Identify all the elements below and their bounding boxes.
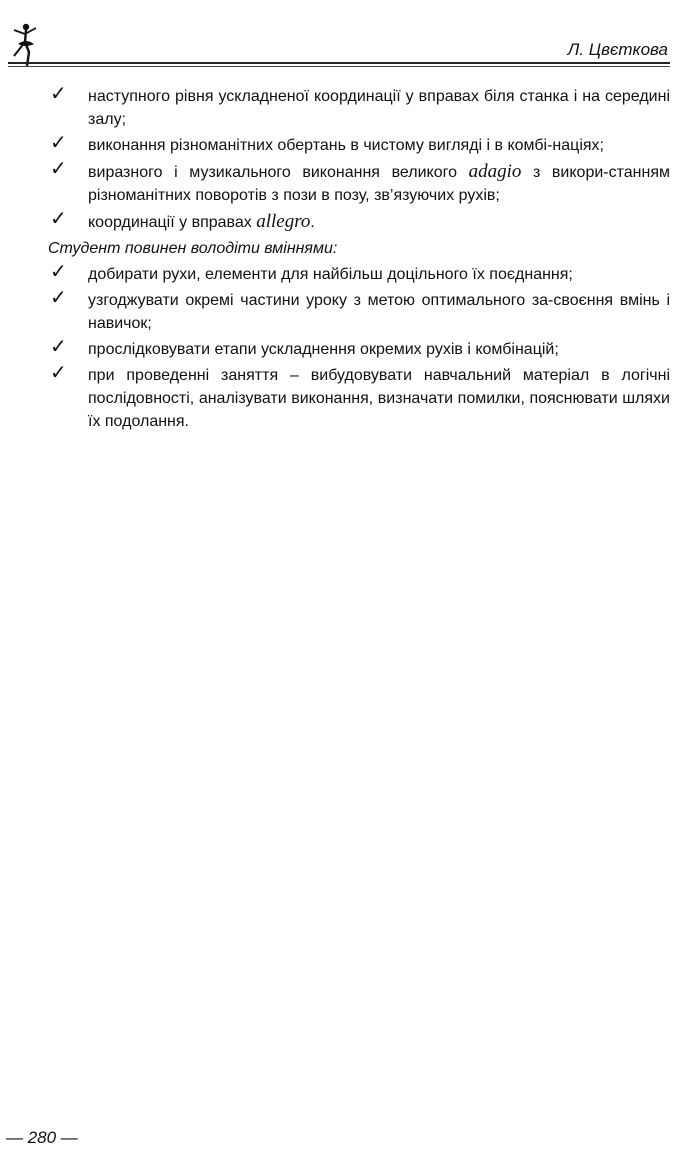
list-item-text: наступного рівня ускладненої координації у вправах біля станка і на середині залу; xyxy=(88,88,670,128)
list-item-text: виконання різноманітних обертань в чистому вигляді і в комбі-націях; xyxy=(88,137,604,154)
checkmark-icon: ✓ xyxy=(50,158,67,180)
checkmark-icon: ✓ xyxy=(50,287,67,309)
list-item-text: узгоджувати окремі частини уроку з метою оптимального за-своєння вмінь і навичок; xyxy=(88,292,670,332)
checkmark-icon: ✓ xyxy=(50,83,67,105)
page-body xyxy=(48,85,670,436)
list-item xyxy=(48,289,670,335)
checkmark-icon: ✓ xyxy=(50,208,67,230)
header-rule-thin xyxy=(8,66,670,67)
ballerina-icon xyxy=(6,22,42,66)
list-item xyxy=(48,160,670,207)
checkmark-icon: ✓ xyxy=(50,336,67,358)
list-item-text: прослідковувати етапи ускладнення окремих рухів і комбінацій; xyxy=(88,341,559,358)
list-item xyxy=(48,85,670,131)
author-name: Л. Цвєткова xyxy=(567,40,668,59)
list-item-text: координації у вправах xyxy=(88,214,257,231)
list-item xyxy=(48,210,670,234)
checkmark-icon: ✓ xyxy=(50,362,67,384)
list-item-text-cont: з викори-станням різноманітних поворотів з пози в позу, зв’язуючих рухів; xyxy=(88,164,670,204)
header-rule xyxy=(8,62,670,64)
list-item xyxy=(48,263,670,286)
list-item xyxy=(48,134,670,157)
section-subheading: Студент повинен володіти вміннями: xyxy=(48,240,338,257)
term-allegro: allegro xyxy=(256,211,311,232)
page-header xyxy=(0,0,676,70)
list-item-text: добирати рухи, елементи для найбільш доцільного їх поєднання; xyxy=(88,266,573,283)
checkmark-icon: ✓ xyxy=(50,261,67,283)
checkmark-icon: ✓ xyxy=(50,132,67,154)
list-item xyxy=(48,364,670,433)
list-item xyxy=(48,338,670,361)
list-item-text: при проведенні заняття – вибудовувати навчальний матеріал в логічні послідовності, аналізувати виконання, визначати помилки, пояснювати шляхи їх подолання. xyxy=(88,367,670,430)
page-number: — 280 — xyxy=(6,1128,78,1147)
list-item-text-cont: . xyxy=(310,214,315,231)
list-item-text: виразного і музикального виконання великого xyxy=(88,164,469,181)
term-adagio: adagio xyxy=(468,161,522,182)
